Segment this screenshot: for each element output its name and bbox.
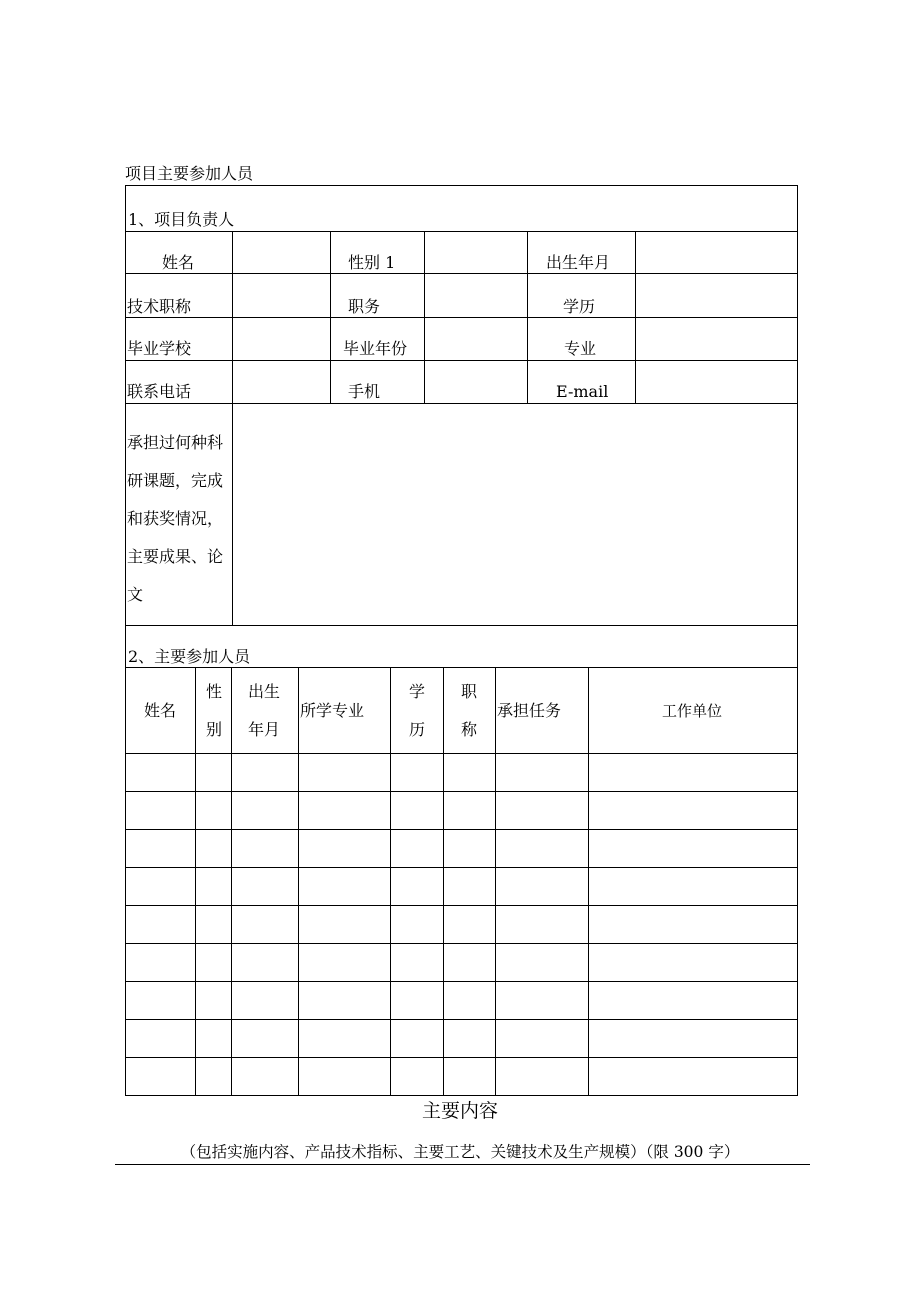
table-row — [125, 943, 798, 944]
main-content-title: 主要内容 — [421, 1100, 498, 1122]
members-header-education-1: 学 — [409, 682, 426, 701]
leader-major-label: 专业 — [564, 339, 597, 358]
leader-education-label: 学历 — [563, 297, 596, 316]
table-row — [125, 1057, 798, 1058]
leader-gender-label: 性别 1 — [348, 253, 396, 272]
table-row — [125, 867, 798, 868]
table-row — [125, 1019, 798, 1020]
leader-mobile-label: 手机 — [348, 382, 381, 401]
members-header-education-2: 历 — [409, 720, 426, 739]
members-header-gender-1: 性 — [206, 682, 223, 701]
members-header-gender-2: 别 — [206, 720, 223, 739]
leader-position-label: 职务 — [348, 297, 381, 316]
members-header-major: 所学专业 — [300, 701, 365, 720]
table-row — [125, 981, 798, 982]
leader-name-label: 姓名 — [162, 253, 195, 272]
members-header-task: 承担任务 — [497, 701, 562, 720]
leader-school-label: 毕业学校 — [127, 339, 192, 358]
note-underline — [115, 1164, 810, 1165]
members-header-employer: 工作单位 — [662, 702, 723, 720]
table-row — [125, 905, 798, 906]
leader-email-label: E-mail — [556, 382, 609, 401]
leader-title-label: 技术职称 — [127, 297, 192, 316]
leader-phone-label: 联系电话 — [127, 382, 192, 401]
section-title: 项目主要参加人员 — [125, 164, 254, 183]
leader-birth-label: 出生年月 — [546, 253, 611, 272]
table-row — [125, 791, 798, 792]
table-row — [125, 829, 798, 830]
leader-grad-year-label: 毕业年份 — [343, 339, 408, 358]
members-header-birth-2: 年月 — [248, 720, 281, 739]
leader-section-title: 1、项目负责人 — [128, 210, 235, 229]
table-row — [125, 753, 798, 754]
members-header-birth-1: 出生 — [248, 682, 281, 701]
members-section-title: 2、主要参加人员 — [128, 647, 251, 666]
members-header-title-2: 称 — [461, 720, 478, 739]
members-header-title-1: 职 — [461, 682, 478, 701]
main-content-note: （包括实施内容、产品技术指标、主要工艺、关键技术及生产规模）（限 300 字） — [180, 1143, 740, 1161]
members-header-name: 姓名 — [144, 701, 177, 720]
research-label: 承担过何种科 研课题，完成 和获奖情况， 主要成果、论 文 — [127, 433, 224, 604]
